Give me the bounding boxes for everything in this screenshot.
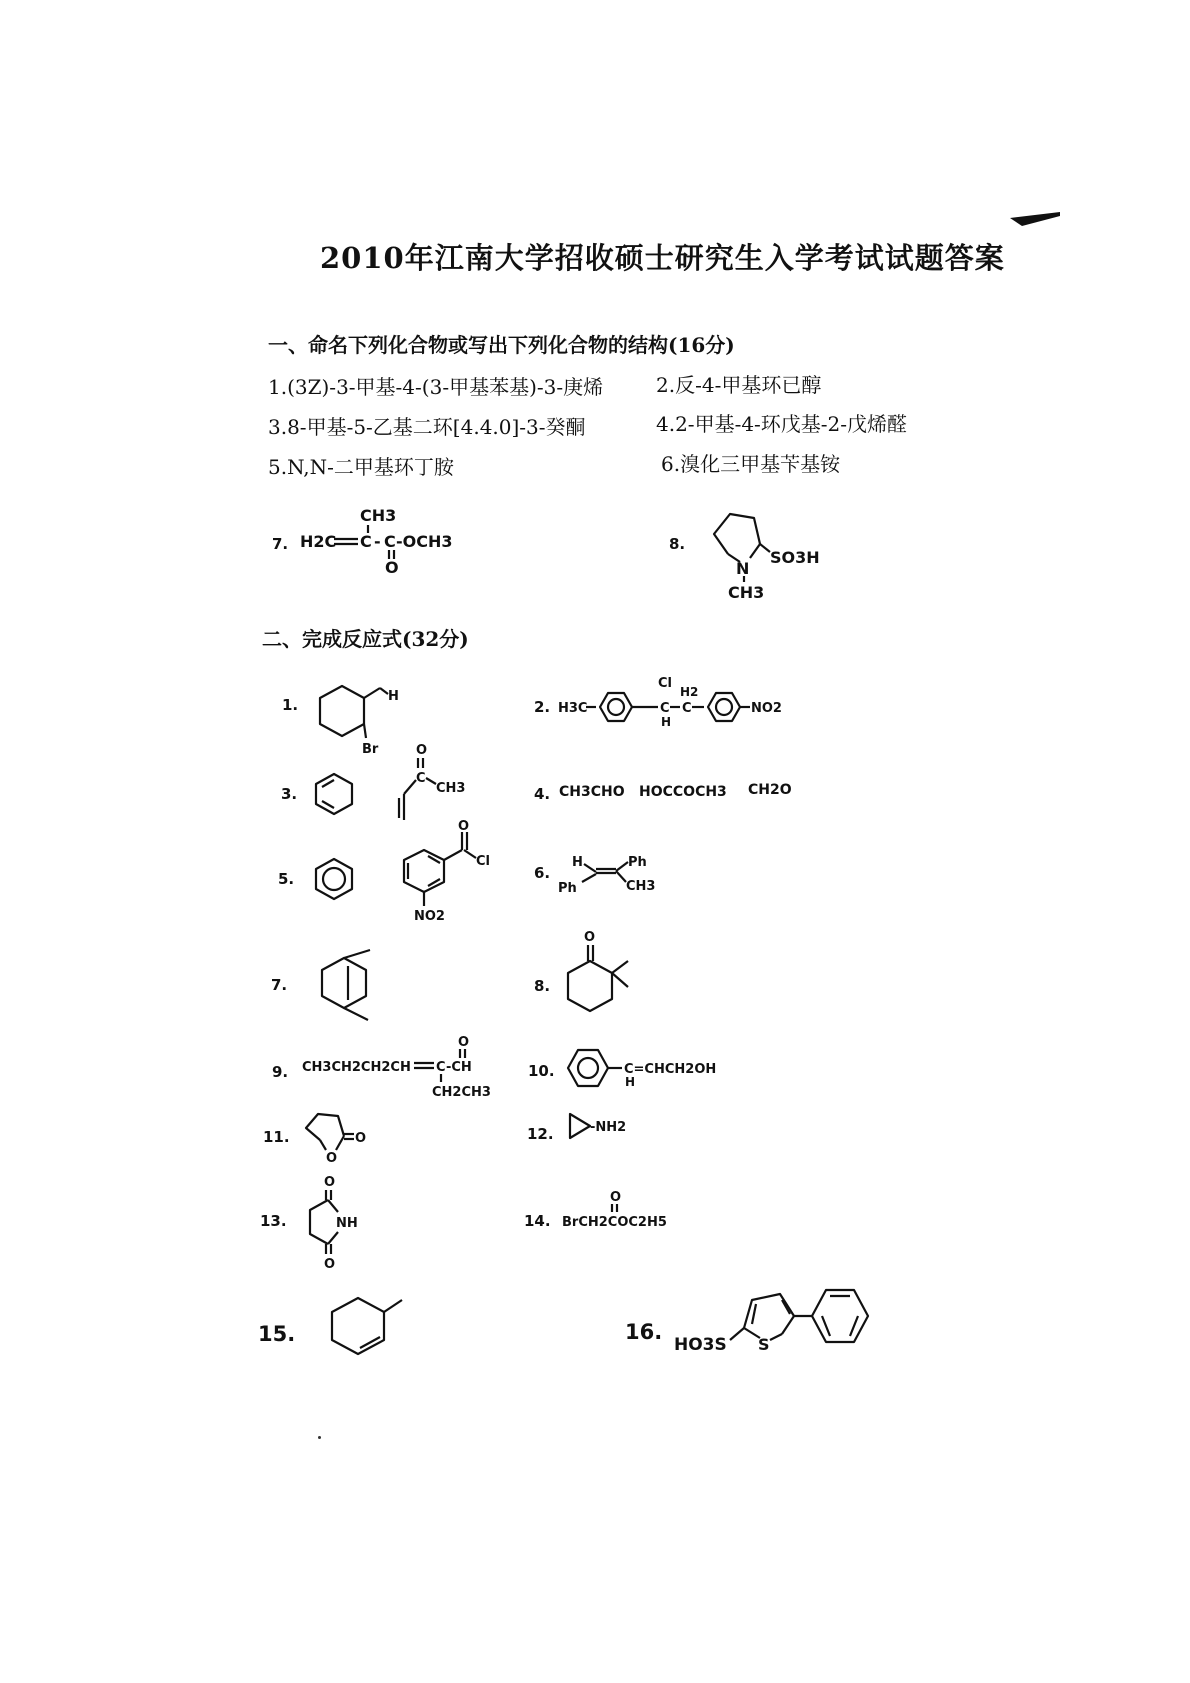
s2-q6-number: 6. [534, 864, 551, 882]
s2-q4-number: 4. [534, 785, 551, 803]
s2-q2-cl: Cl [658, 676, 672, 691]
page-title: 2010年江南大学招收硕士研究生入学考试试题答案 [320, 241, 1005, 275]
s2-q1-number: 1. [282, 696, 299, 714]
s2-q10-h: H [625, 1075, 636, 1089]
s2-q10-structure [566, 1044, 756, 1100]
s2-q16-ho3s: HO3S [674, 1335, 727, 1355]
s2-q5-no2: NO2 [414, 909, 445, 924]
s1-q7-h2c: H2C [300, 532, 337, 551]
s2-q10-number: 10. [528, 1062, 555, 1080]
s2-q15-structure [310, 1290, 410, 1370]
section1-heading: 一、命名下列化合物或写出下列化合物的结构(16分) [268, 333, 735, 357]
s2-q9-number: 9. [272, 1063, 289, 1081]
s2-q11-o-carb: O [355, 1131, 367, 1146]
name-item-3: 3.8-甲基-5-乙基二环[4.4.0]-3-癸酮 [268, 415, 586, 439]
name-item-6: 6.溴化三甲基苄基铵 [661, 452, 841, 476]
s1-q7-structure [296, 505, 476, 575]
s2-q9-ch2ch3: CH2CH3 [432, 1085, 491, 1100]
s2-q8-structure [562, 925, 642, 1025]
s2-q7-number: 7. [271, 976, 288, 994]
s2-q14-o: O [610, 1190, 622, 1205]
name-item-2: 2.反-4-甲基环已醇 [656, 373, 822, 397]
s2-q3-ch3: CH3 [436, 781, 466, 796]
s2-q12-nh2: -NH2 [590, 1120, 627, 1135]
s1-q8-n: N [736, 559, 750, 578]
s2-q11-o-ring: O [326, 1151, 338, 1166]
s2-q16-s: S [758, 1335, 770, 1354]
speck [318, 1436, 321, 1439]
section2-heading: 二、完成反应式(32分) [262, 627, 469, 651]
name-item-4: 4.2-甲基-4-环戊基-2-戊烯醛 [656, 412, 908, 436]
s2-q2-h: H [661, 715, 672, 729]
s2-q10-text: C=CHCH2OH [624, 1062, 717, 1077]
s1-q8-structure [700, 508, 830, 600]
s2-q3-o: O [416, 743, 428, 758]
s2-q8-o: O [584, 930, 596, 945]
s1-q7-och3: -OCH3 [396, 532, 453, 551]
s1-q7-c2: C [384, 532, 396, 551]
s2-q5-o: O [458, 819, 470, 834]
s2-q13-nh: NH [336, 1216, 358, 1231]
s1-q7-number: 7. [272, 535, 289, 553]
s2-q15-number: 15. [258, 1322, 296, 1346]
s2-q5-nitrobenzoylchloride [392, 820, 502, 940]
s2-q9-left: CH3CH2CH2CH [302, 1060, 411, 1075]
s1-q7-dash: - [374, 532, 381, 551]
s2-q9-c: C [436, 1060, 446, 1075]
s2-q2-number: 2. [534, 698, 551, 716]
s2-q4-reagent-b: HOCCOCH3 [639, 784, 727, 800]
s2-q5-cl: Cl [476, 854, 490, 869]
s2-q11-number: 11. [263, 1128, 290, 1146]
s2-q9-structure [300, 1034, 520, 1114]
s2-q2-no2: NO2 [751, 701, 782, 716]
s2-q2-h2: H2 [680, 685, 699, 699]
s2-q3-diene [310, 770, 360, 820]
name-item-1: 1.(3Z)-3-甲基-4-(3-甲基苯基)-3-庚烯 [268, 375, 604, 399]
s2-q3-vinylketone [390, 740, 480, 830]
name-item-5: 5.N,N-二甲基环丁胺 [268, 455, 454, 479]
s2-q5-benzene [310, 855, 360, 905]
s2-q6-structure [558, 848, 668, 904]
s2-q13-number: 13. [260, 1212, 287, 1230]
s1-q7-o: O [385, 558, 399, 577]
s2-q4-reagent-c: CH2O [748, 782, 792, 798]
s2-q14-text: BrCH2COC2H5 [562, 1215, 667, 1230]
s1-q8-number: 8. [669, 535, 686, 553]
s2-q7-structure [302, 950, 382, 1022]
s2-q16-structure [672, 1282, 912, 1372]
s2-q16-number: 16. [625, 1320, 663, 1344]
s2-q2-c2: C [682, 701, 692, 716]
s2-q6-h: H [572, 855, 583, 870]
s1-q8-ch3: CH3 [728, 583, 765, 602]
s2-q2-structure [558, 672, 818, 742]
s2-q4-reagent-a: CH3CHO [559, 784, 625, 800]
s2-q2-c1: C [660, 701, 670, 716]
s2-q11-structure [298, 1110, 378, 1166]
s2-q14-number: 14. [524, 1212, 551, 1230]
s1-q7-ch3: CH3 [360, 506, 397, 525]
s2-q13-o-bot: O [324, 1257, 336, 1272]
s2-q6-ph1: Ph [628, 855, 647, 870]
s2-q1-br: Br [362, 742, 379, 757]
s2-q1-h: H [388, 689, 399, 704]
corner-mark [1010, 212, 1060, 242]
s1-q8-so3h: SO3H [770, 548, 820, 567]
s1-q7-c1: C [360, 532, 372, 551]
s2-q12-structure [566, 1108, 666, 1148]
s2-q5-number: 5. [278, 870, 295, 888]
s2-q6-ph2: Ph [558, 881, 577, 896]
s2-q8-number: 8. [534, 977, 551, 995]
s2-q13-structure [298, 1172, 378, 1272]
s2-q3-c: C [416, 771, 426, 786]
s2-q9-o: O [458, 1035, 470, 1050]
s2-q14-structure [560, 1188, 700, 1238]
s2-q3-number: 3. [281, 785, 298, 803]
s2-q9-ch: -CH [446, 1060, 472, 1075]
s2-q13-o-top: O [324, 1175, 336, 1190]
s2-q6-ch3: CH3 [626, 879, 656, 894]
s2-q12-number: 12. [527, 1125, 554, 1143]
s2-q2-h3c: H3C [558, 701, 588, 716]
